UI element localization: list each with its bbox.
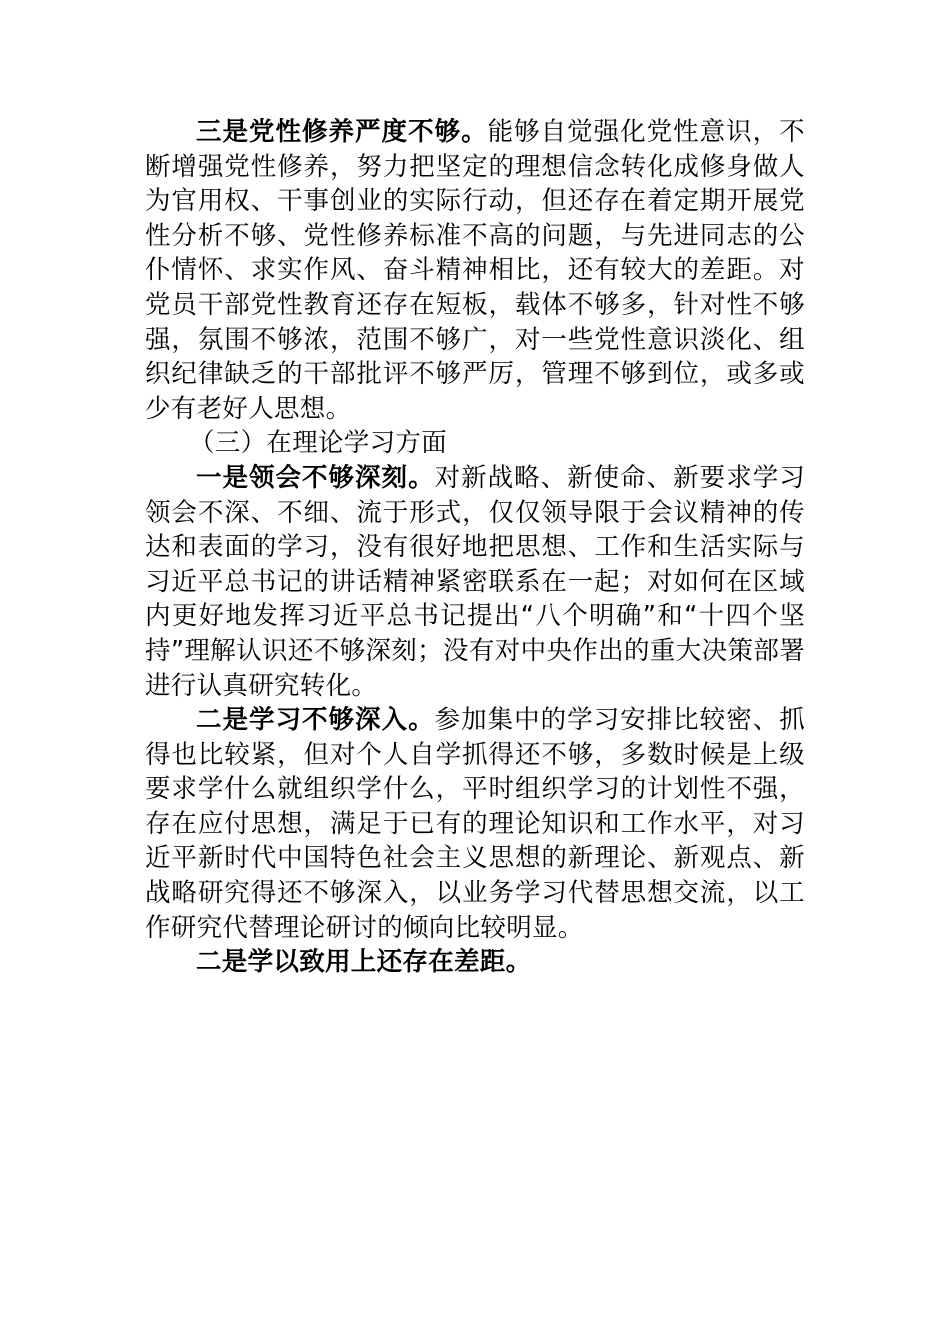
paragraph-understanding xyxy=(145,461,805,703)
paragraph-application-gap xyxy=(145,945,805,980)
section-heading: （三）在理论学习方面 xyxy=(189,428,448,459)
paragraph-lead: 二是学以致用上还存在差距。 xyxy=(196,947,532,978)
paragraph-party-spirit xyxy=(145,115,805,426)
paragraph-lead: 三是党性修养严度不够。 xyxy=(196,117,488,147)
paragraph-text: 能够自觉强化党性意识，不断增强党性修养，努力把坚定的理想信念转化成修身做人为官用权、干事创业的实际行动，但还存在着定期开展党性分析不够、党性修养标准不高的问题，与先进同志的公仆情怀、求实作风、奋斗精神相比，还有较大的差距。对党员干部党性教育还存在短板，载体不够多，针对性不够强，氛围不够浓，范围不够广，对一些党性意识淡化、组织纪律缺乏的干部批评不够严厉，管理不够到位，或多或少有老好人思想。 xyxy=(145,117,805,424)
paragraph-text: 参加集中的学习安排比较密、抓得也比较紧，但对个人自学抓得还不够，多数时候是上级要求学什么就组织学什么，平时组织学习的计划性不强，存在应付思想，满足于已有的理论知识和工作水平，对习近平新时代中国特色社会主义思想的新理论、新观点、新战略研究得还不够深入，以业务学习代替思想交流，以工作研究代替理论研讨的倾向比较明显。 xyxy=(145,705,806,943)
paragraph-lead: 一是领会不够深刻。 xyxy=(196,462,435,493)
document-body xyxy=(145,115,805,980)
paragraph-text: 对新战略、新使命、新要求学习领会不深、不细、流于形式，仅仅领导限于会议精神的传达和表面的学习，没有很好地把思想、工作和生活实际与习近平总书记的讲话精神紧密联系在一起；对如何在区域内更好地发挥习近平总书记提出“八个明确”和“十四个坚持”理解认识还不够深刻；没有对中央作出的重大决策部署进行认真研究转化。 xyxy=(145,462,806,701)
paragraph-study-depth xyxy=(145,703,805,945)
paragraph-lead: 二是学习不够深入。 xyxy=(196,705,435,736)
